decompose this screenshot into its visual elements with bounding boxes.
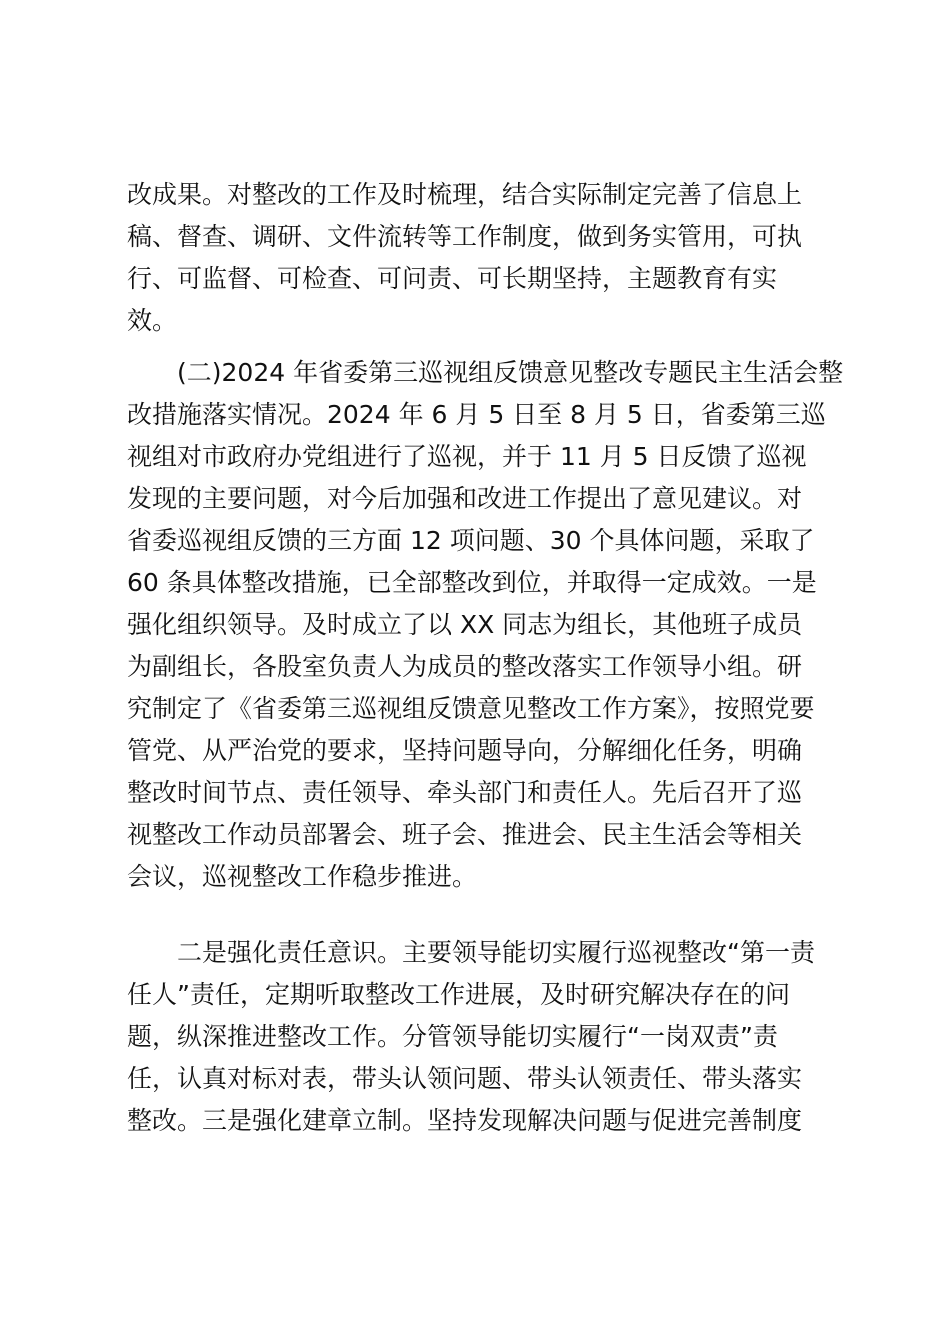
paragraph-line: 视组对市政府办党组进行了巡视，并于 11 月 5 日反馈了巡视 (127, 442, 807, 471)
paragraph-line: 会议，巡视整改工作稳步推进。 (127, 862, 478, 891)
paragraph-line: 视整改工作动员部署会、班子会、推进会、民主生活会等相关 (127, 820, 803, 849)
paragraph-line: 管党、从严治党的要求，坚持问题导向，分解细化任务，明确 (127, 736, 803, 765)
paragraph-line: 改成果。对整改的工作及时梳理，结合实际制定完善了信息上 (127, 180, 803, 209)
paragraph-line: 整改。三是强化建章立制。坚持发现解决问题与促进完善制度 (127, 1106, 803, 1135)
paragraph-line: 为副组长，各股室负责人为成员的整改落实工作领导小组。研 (127, 652, 803, 681)
paragraph-line: 改措施落实情况。2024 年 6 月 5 日至 8 月 5 日，省委第三巡 (127, 400, 826, 429)
paragraph-line: 强化组织领导。及时成立了以 XX 同志为组长，其他班子成员 (127, 610, 803, 639)
paragraph-1 (127, 174, 837, 342)
paragraph-line: 任，认真对标对表，带头认领问题、带头认领责任、带头落实 (127, 1064, 803, 1093)
paragraph-line: 60 条具体整改措施，已全部整改到位，并取得一定成效。一是 (127, 568, 817, 597)
paragraph-line: 行、可监督、可检查、可问责、可长期坚持，主题教育有实 (127, 264, 778, 293)
paragraph-line: 省委巡视组反馈的三方面 12 项问题、30 个具体问题，采取了 (127, 526, 815, 555)
paragraph-line: 发现的主要问题，对今后加强和改进工作提出了意见建议。对 (127, 484, 803, 513)
paragraph-line: (二)2024 年省委第三巡视组反馈意见整改专题民主生活会整 (177, 358, 844, 387)
paragraph-line: 究制定了《省委第三巡视组反馈意见整改工作方案》，按照党要 (127, 694, 815, 723)
paragraph-line: 整改时间节点、责任领导、牵头部门和责任人。先后召开了巡 (127, 778, 803, 807)
paragraph-line: 稿、督查、调研、文件流转等工作制度，做到务实管用，可执 (127, 222, 803, 251)
paragraph-2 (127, 352, 844, 898)
paragraph-line: 二是强化责任意识。主要领导能切实履行巡视整改“第一责 (177, 938, 815, 967)
paragraph-line: 效。 (127, 306, 178, 335)
paragraph-line: 任人”责任，定期听取整改工作进展，及时研究解决存在的问 (127, 980, 790, 1009)
paragraph-line: 题，纵深推进整改工作。分管领导能切实履行“一岗双责”责 (127, 1022, 778, 1051)
paragraph-3 (127, 932, 837, 1142)
